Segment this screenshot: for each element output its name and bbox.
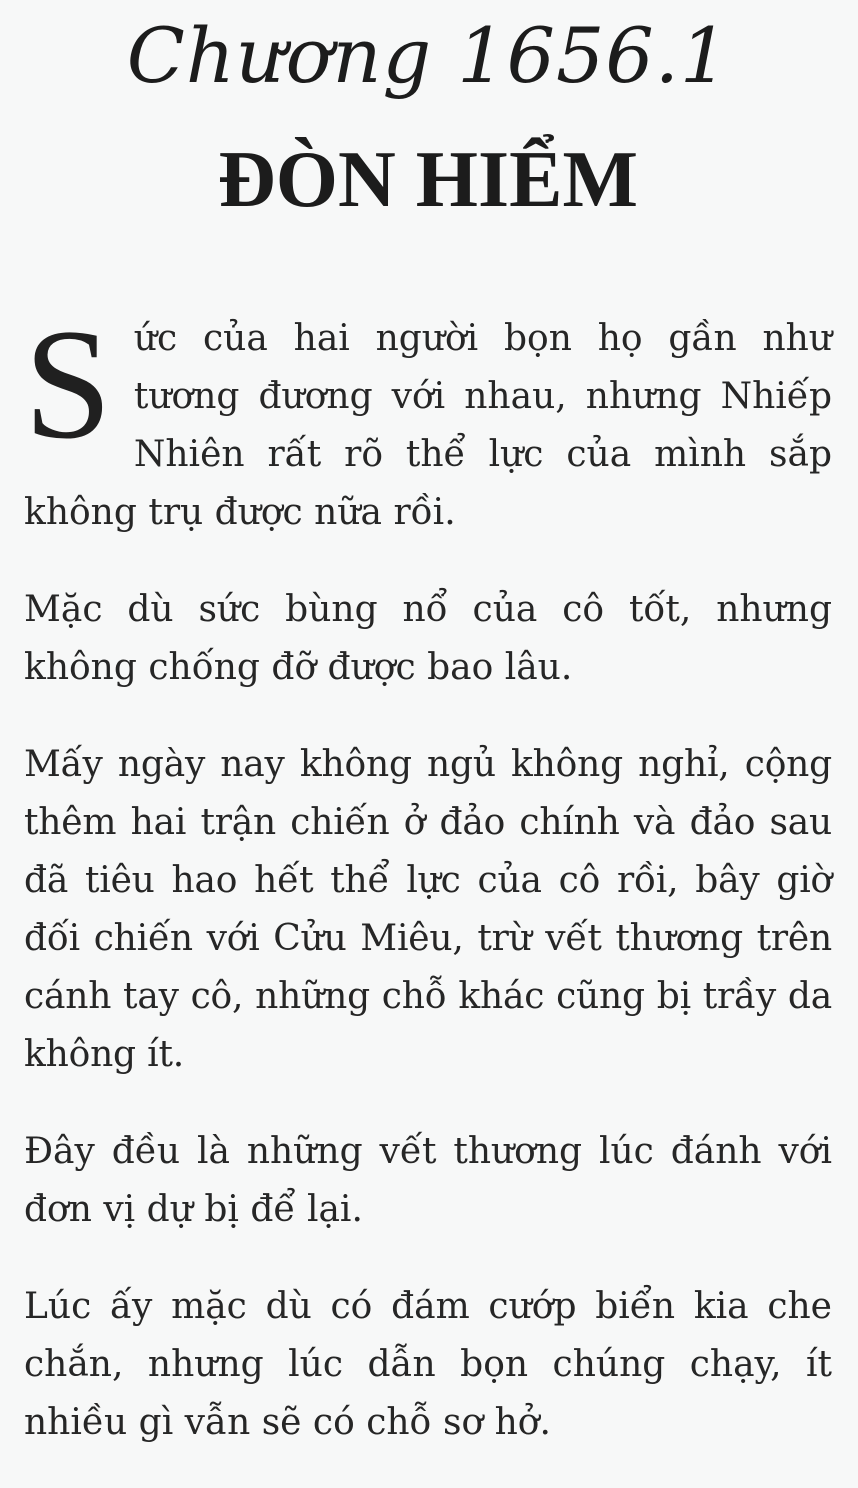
paragraph-3: Mấy ngày nay không ngủ không nghỉ, cộng thêm hai trận chiến ở đảo chính và đảo sau đã tiêu hao hết thể lực của cô rồi, bây giờ đối chiến với Cửu Miêu, trừ vết thương trên cánh tay cô, những chỗ khác cũng bị trầy da không ít. — [24, 744, 832, 1075]
chapter-title: ĐÒN HIỂM — [218, 136, 638, 224]
drop-cap: S — [24, 297, 112, 472]
paragraph-4: Đây đều là những vết thương lúc đánh với đơn vị dự bị để lại. — [24, 1131, 832, 1230]
paragraph-2: Mặc dù sức bùng nổ của cô tốt, nhưng không chống đỡ được bao lâu. — [24, 589, 832, 688]
paragraph-5: Lúc ấy mặc dù có đám cướp biển kia che chắn, nhưng lúc dẫn bọn chúng chạy, ít nhiều gì vẫn sẽ có chỗ sơ hở. — [24, 1286, 832, 1443]
paragraph-1 — [24, 297, 832, 542]
chapter-number: Chương 1656.1 — [126, 11, 730, 100]
chapter-body — [24, 297, 832, 1452]
paragraph-1-text: ức của hai người bọn họ gần như tương đương với nhau, nhưng Nhiếp Nhiên rất rõ thể lực của mình sắp không trụ được nữa rồi. — [24, 318, 832, 533]
